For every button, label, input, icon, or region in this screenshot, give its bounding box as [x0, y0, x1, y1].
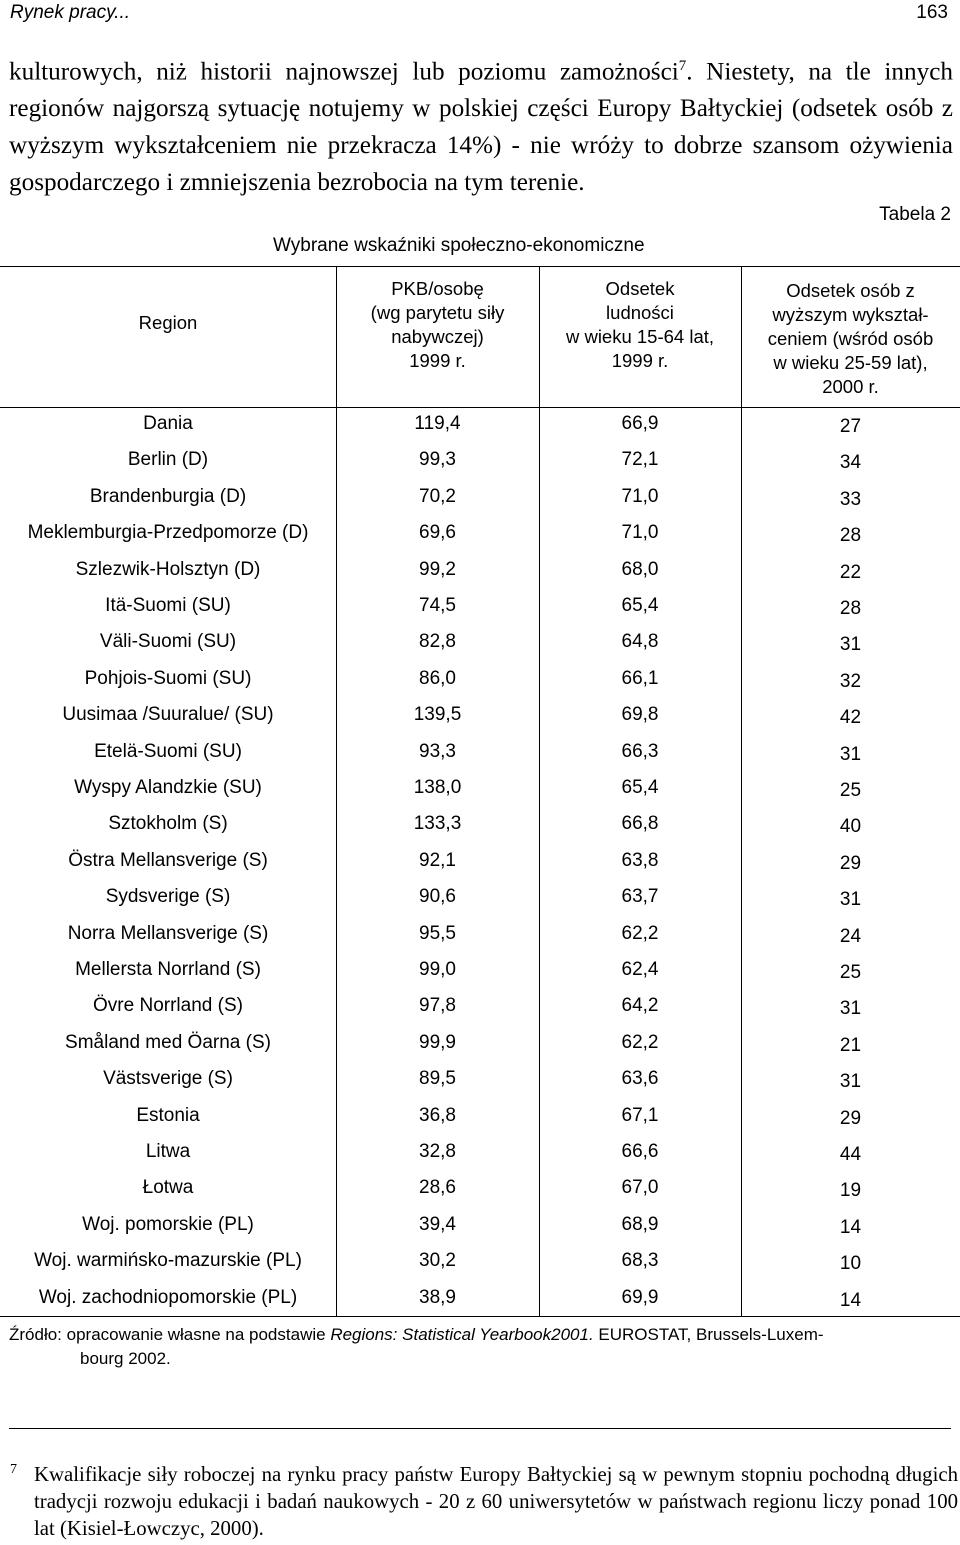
- source-publication: Regions: Statistical Yearbook2001.: [330, 1325, 594, 1344]
- gdp-cell: 97,8: [419, 995, 456, 1017]
- region-cell: Wyspy Alandzkie (SU): [74, 777, 262, 798]
- table-row: [0, 624, 960, 660]
- table-row: [0, 843, 960, 879]
- table-row: [0, 1025, 960, 1061]
- working-age-cell: 66,6: [621, 1141, 659, 1162]
- region-cell: Sztokholm (S): [108, 813, 228, 835]
- higher-education-cell: 28: [839, 598, 862, 619]
- running-title: Rynek pracy...: [10, 2, 131, 23]
- higher-education-cell: 25: [839, 962, 862, 983]
- working-age-cell: 68,0: [621, 558, 659, 580]
- table-row: [0, 442, 960, 478]
- working-age-cell: 71,0: [621, 485, 659, 507]
- region-cell: Brandenburgia (D): [89, 485, 247, 507]
- gdp-cell: 28,6: [419, 1177, 456, 1199]
- higher-education-cell: 31: [839, 1071, 862, 1093]
- working-age-cell: 64,2: [621, 995, 659, 1017]
- higher-education-cell: 31: [839, 634, 862, 656]
- working-age-cell: 67,0: [621, 1177, 659, 1199]
- working-age-cell: 64,8: [621, 631, 659, 653]
- working-age-cell: 66,1: [621, 667, 659, 689]
- table-row: [0, 806, 960, 842]
- working-age-cell: 65,4: [621, 595, 659, 616]
- gdp-cell: 99,2: [419, 558, 456, 580]
- table-row: [0, 1134, 960, 1170]
- table-row: [0, 515, 960, 551]
- gdp-cell: 92,1: [419, 849, 456, 871]
- working-age-cell: 66,9: [621, 413, 659, 434]
- working-age-cell: 69,8: [621, 704, 659, 726]
- higher-education-cell: 40: [839, 816, 862, 838]
- gdp-cell: 90,6: [419, 886, 456, 908]
- region-cell: Väli-Suomi (SU): [99, 631, 237, 653]
- working-age-cell: 65,4: [621, 777, 659, 798]
- gdp-cell: 93,3: [419, 740, 456, 762]
- working-age-cell: 62,4: [621, 959, 659, 980]
- higher-education-cell: 22: [839, 561, 862, 583]
- body-paragraph: [9, 48, 953, 201]
- higher-education-cell: 31: [839, 998, 862, 1020]
- footnote-text: Kwalifikacje siły roboczej na rynku pracy państw Europy Bałtyckiej są w pewnym stopniu pochodną długich tradycji rozwoju edukacji i badań naukowych - 20 z 60 uniwersytetów w państwach regionu liczy ponad 100 lat (Kisiel-Łowczyc, 2000).: [34, 1463, 958, 1540]
- region-cell: Łotwa: [142, 1177, 194, 1199]
- region-cell: Övre Norrland (S): [93, 995, 243, 1017]
- working-age-cell: 72,1: [621, 449, 659, 471]
- gdp-cell: 38,9: [419, 1286, 456, 1308]
- working-age-cell: 66,3: [621, 740, 659, 762]
- higher-education-cell: 14: [839, 1289, 862, 1311]
- gdp-cell: 36,8: [419, 1104, 456, 1126]
- region-cell: Småland med Öarna (S): [65, 1031, 271, 1053]
- region-cell: Etelä-Suomi (SU): [94, 740, 242, 762]
- working-age-cell: 62,2: [621, 1031, 659, 1053]
- region-cell: Dania: [143, 413, 193, 434]
- gdp-cell: 89,5: [419, 1068, 456, 1090]
- table-row: [0, 916, 960, 952]
- table-row: [0, 770, 960, 806]
- footnote-divider: [9, 1428, 951, 1429]
- higher-education-cell: 34: [839, 452, 862, 474]
- region-cell: Pohjois-Suomi (SU): [84, 667, 252, 689]
- higher-education-cell: 29: [839, 852, 862, 874]
- region-cell: Woj. warmińsko-mazurskie (PL): [34, 1250, 302, 1272]
- region-cell: Östra Mellansverige (S): [68, 849, 268, 871]
- gdp-cell: 139,5: [413, 704, 462, 726]
- working-age-cell: 62,2: [621, 922, 659, 944]
- working-age-cell: 71,0: [621, 522, 659, 544]
- working-age-cell: 66,8: [621, 813, 659, 835]
- table-row: [0, 588, 960, 624]
- table-row: [0, 697, 960, 733]
- body-text-start: kulturowych, niż historii najnowszej lub poziomu zamożności: [9, 58, 679, 86]
- region-cell: Mellersta Norrland (S): [75, 959, 261, 980]
- region-cell: Woj. zachodniopomorskie (PL): [38, 1286, 298, 1308]
- working-age-cell: 63,7: [621, 886, 659, 908]
- higher-education-cell: 24: [839, 925, 862, 947]
- higher-education-cell: 21: [839, 1034, 862, 1056]
- higher-education-cell: 10: [839, 1253, 862, 1275]
- table-row: [0, 1207, 960, 1243]
- table-row: [0, 1170, 960, 1206]
- region-cell: Itä-Suomi (SU): [105, 595, 231, 616]
- gdp-cell: 70,2: [419, 485, 456, 507]
- higher-education-cell: 28: [839, 525, 862, 547]
- gdp-cell: 74,5: [419, 595, 456, 616]
- gdp-cell: 69,6: [419, 522, 456, 544]
- region-cell: Västsverige (S): [103, 1068, 233, 1090]
- table-row: [0, 988, 960, 1024]
- higher-education-cell: 32: [839, 670, 862, 692]
- region-cell: Uusimaa /Suuralue/ (SU): [62, 704, 274, 726]
- gdp-cell: 86,0: [419, 667, 456, 689]
- gdp-cell: 39,4: [419, 1213, 456, 1235]
- region-cell: Estonia: [136, 1104, 200, 1126]
- gdp-cell: 95,5: [419, 922, 456, 944]
- gdp-cell: 99,9: [419, 1031, 456, 1053]
- higher-education-cell: 33: [839, 488, 862, 510]
- column-header-working-age: Odsetek ludności w wieku 15-64 lat, 1999 r.: [565, 278, 715, 371]
- gdp-cell: 99,0: [419, 959, 456, 980]
- footnote-number: 7: [10, 1462, 17, 1477]
- gdp-cell: 119,4: [414, 413, 461, 434]
- higher-education-cell: 31: [839, 889, 862, 911]
- gdp-cell: 32,8: [419, 1141, 456, 1162]
- gdp-cell: 99,3: [419, 449, 456, 471]
- region-cell: Woj. pomorskie (PL): [82, 1213, 254, 1235]
- table-row: [0, 1098, 960, 1134]
- table-title: Wybrane wskaźniki społeczno-ekonomiczne: [273, 235, 645, 256]
- body-text-end: . Niestety, na tle innych regionów najgorszą sytuację notujemy w polskiej części Europy Bałtyckiej (odsetek osób z wyższym wykształceniem nie przekracza 14%) - nie wróży to dobrze szansom ożywienia gospodarczego i zmniejszenia bezrobocia na tym terenie.: [9, 58, 953, 197]
- working-age-cell: 67,1: [621, 1104, 659, 1126]
- region-cell: Berlin (D): [127, 449, 209, 471]
- table-row: [0, 406, 960, 442]
- working-age-cell: 63,6: [621, 1068, 659, 1090]
- gdp-cell: 133,3: [413, 813, 462, 835]
- table-row: [0, 952, 960, 988]
- higher-education-cell: 29: [839, 1107, 862, 1129]
- higher-education-cell: 14: [839, 1216, 862, 1238]
- gdp-cell: 30,2: [419, 1250, 456, 1272]
- table-row: [0, 661, 960, 697]
- table-caption: Tabela 2: [879, 204, 951, 225]
- working-age-cell: 68,9: [621, 1213, 659, 1235]
- working-age-cell: 69,9: [621, 1286, 659, 1308]
- table-top-border: [0, 266, 960, 267]
- page-number: 163: [916, 2, 948, 23]
- region-cell: Litwa: [145, 1141, 191, 1162]
- column-header-region: Region: [138, 312, 198, 333]
- table-row: [0, 734, 960, 770]
- higher-education-cell: 42: [839, 707, 862, 729]
- working-age-cell: 63,8: [621, 849, 659, 871]
- gdp-cell: 138,0: [413, 777, 462, 798]
- higher-education-cell: 31: [839, 743, 862, 765]
- table-row: [0, 479, 960, 515]
- higher-education-cell: 25: [839, 780, 862, 801]
- table-row: [0, 1061, 960, 1097]
- higher-education-cell: 27: [839, 416, 862, 437]
- footnote-reference[interactable]: 7: [678, 58, 687, 74]
- higher-education-cell: 44: [839, 1144, 862, 1165]
- gdp-cell: 82,8: [419, 631, 456, 653]
- table-row: [0, 879, 960, 915]
- table-row: [0, 1243, 960, 1279]
- region-cell: Szlezwik-Holsztyn (D): [75, 558, 261, 580]
- table-source: Źródło: opracowanie własne na podstawie Regions: Statistical Yearbook2001. EUROSTAT, Brussels-Luxem- bourg 2002.: [9, 1325, 824, 1368]
- table-row: [0, 552, 960, 588]
- column-header-higher-education: Odsetek osób z wyższym wykształ- ceniem (wśród osób w wieku 25-59 lat), 2000 r.: [767, 280, 934, 397]
- region-cell: Norra Mellansverige (S): [67, 922, 269, 944]
- region-cell: Meklemburgia-Przedpomorze (D): [27, 522, 309, 544]
- region-cell: Sydsverige (S): [105, 886, 231, 908]
- column-header-gdp: PKB/osobę (wg parytetu siły nabywczej) 1999 r.: [370, 278, 505, 371]
- higher-education-cell: 19: [839, 1180, 862, 1202]
- working-age-cell: 68,3: [621, 1250, 659, 1272]
- table-row: [0, 1280, 960, 1316]
